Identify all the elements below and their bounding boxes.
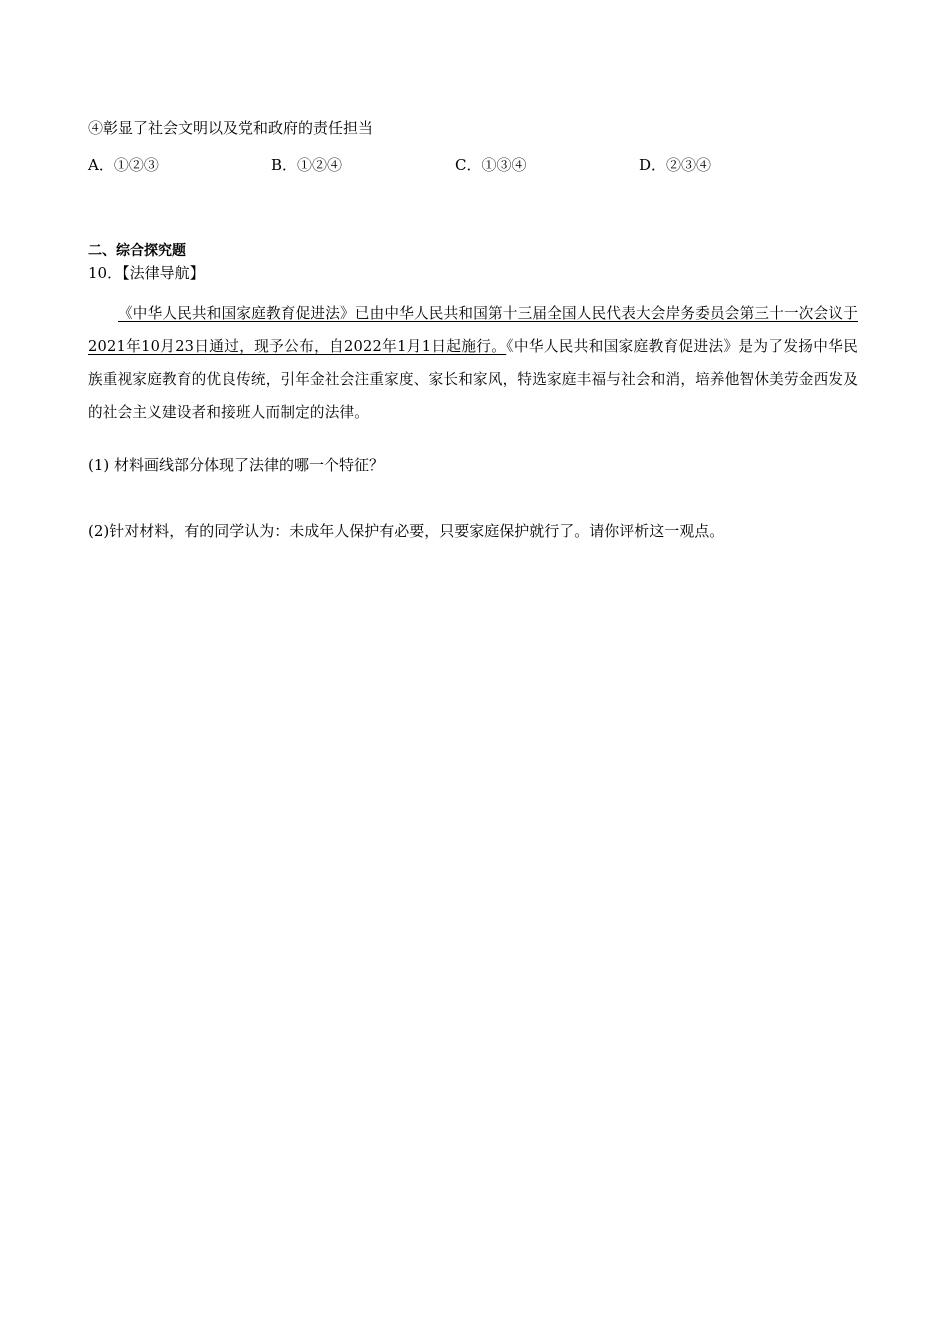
option-c: C．①③④ <box>455 156 527 174</box>
q10-material-underlined: 《中华人民共和国家庭教育促进法》已由中华人民共和国第十三届全国人民代表大会岸务委员会第三十一次会议于2021年10月23日通过，现予公布，自2022年1月1日起施行。 <box>88 305 858 355</box>
q10-sub-question-1: (1) 材料画线部分体现了法律的哪一个特征？ <box>88 456 385 474</box>
option-d: D．②③④ <box>639 156 712 174</box>
q9-item-4: ④彰显了社会文明以及党和政府的责任担当 <box>88 119 374 137</box>
q10-heading: 10．【法律导航】 <box>88 264 205 282</box>
section-title: 二、综合探究题 <box>88 243 186 259</box>
option-a: A．①②③ <box>88 156 159 174</box>
option-b: B．①②④ <box>271 156 343 174</box>
q9-options <box>88 154 868 176</box>
q10-sub-question-2: (2)针对材料，有的同学认为：未成年人保护有必要，只要家庭保护就行了。请你评析这一观点。 <box>88 522 725 540</box>
q10-material <box>88 297 858 429</box>
q10-material-rest: 《中华人民共和国家庭教育促进法》是为了发扬中华民族重视家庭教育的优良传统，引年金社会注重家度、家长和家风，特选家庭丰福与社会和消，培养他智休美劳金西发及的社会主义建设者和接班人而制定的法律。 <box>88 338 858 421</box>
